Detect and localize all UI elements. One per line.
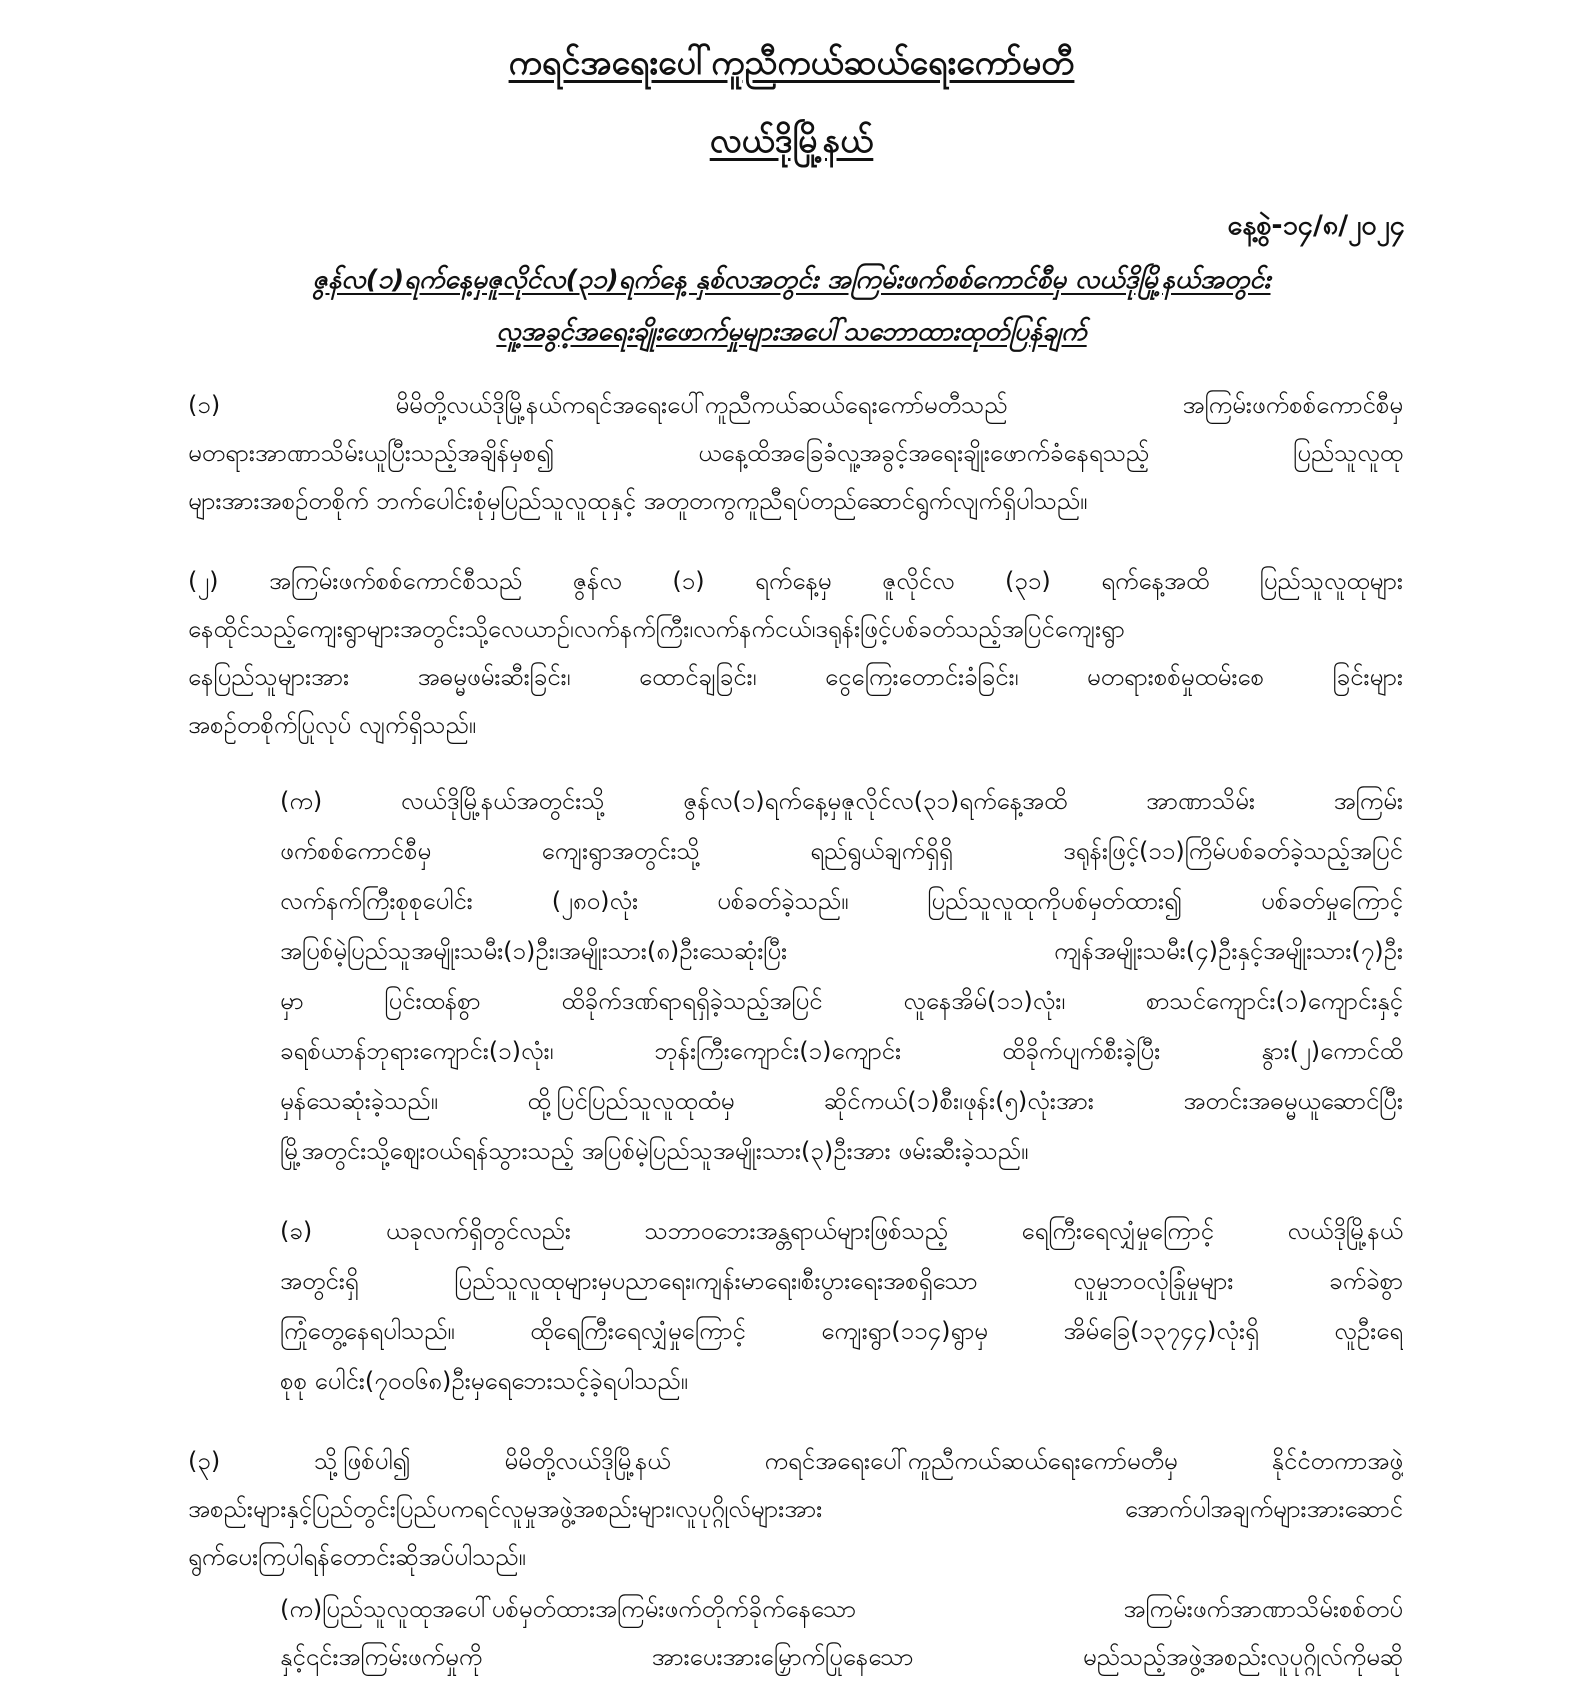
paragraph-line: အစည်းများနှင့်ပြည်တွင်းပြည်ပကရင်လူမှုအဖွဲ့အစည်းများ၊လူပုဂ္ဂိုလ်များအား အောက်ပါအချက်များအားဆောင် [188,1495,1403,1523]
paragraph-line: ခရစ်ယာန်ဘုရားကျောင်း(၁)လုံး၊ ဘုန်းကြီးကျောင်း(၁)ကျောင်း ထိခိုက်ပျက်စီးခဲ့ပြီး နွား(၂)ကောင်ထိ [280,1037,1403,1065]
paragraph-line: (က)ပြည်သူလူထုအပေါ်ပစ်မှတ်ထားအကြမ်းဖက်တိုက်ခိုက်နေသော အကြမ်းဖက်အာဏာသိမ်းစစ်တပ် [280,1595,1403,1623]
paragraph-line: များအားအစဉ်တစိုက် ဘက်ပေါင်းစုံမှပြည်သူလူထုနှင့် အတူတကွကူညီရပ်တည်ဆောင်ရွက်လျက်ရှိပါသည်။ [188,487,1088,515]
paragraph-line: မှာ ပြင်းထန်စွာ ထိခိုက်ဒဏ်ရာရရှိခဲ့သည့်အပြင် လူနေအိမ်(၁၁)လုံး၊ စာသင်ကျောင်း(၁)ကျောင်းနှင့် [280,987,1403,1015]
paragraph-line: စုစု ပေါင်း(၇၀၀၆၈)ဦးမှရေဘေးသင့်ခဲ့ရပါသည်။ [280,1367,688,1395]
document-date: နေ့စွဲ-၁၄/၈/၂၀၂၄ [1227,210,1405,241]
paragraph-line: နေထိုင်သည့်ကျေးရွာများအတွင်းသို့လေယာဉ်၊လက်နက်ကြီး၊လက်နက်ငယ်၊ဒရုန်းဖြင့်ပစ်ခတ်သည့်အပြင်ကျေးရွာ [188,615,1125,643]
paragraph-line: (က) လယ်ဒိုမြို့နယ်အတွင်းသို့ ဇွန်လ(၁)ရက်နေ့မှဇူလိုင်လ(၃၁)ရက်နေ့အထိ အာဏာသိမ်း အကြမ်း [280,787,1403,815]
paragraph-line: နေပြည်သူများအား အဓမ္မဖမ်းဆီးခြင်း၊ ထောင်ချခြင်း၊ ငွေကြေးတောင်းခံခြင်း၊ မတရားစစ်မှုထမ်းစေ ခြင်းများ [188,663,1403,691]
paragraph-line: (ခ) ယခုလက်ရှိတွင်လည်း သဘာဝဘေးအန္တရာယ်များဖြစ်သည့် ရေကြီးရေလျှံမှုကြောင့် လယ်ဒိုမြို့နယ် [280,1217,1403,1245]
paragraph-line: (၁) မိမိတို့လယ်ဒိုမြို့နယ်ကရင်အရေးပေါ်ကူညီကယ်ဆယ်ရေးကော်မတီသည် အကြမ်းဖက်စစ်ကောင်စီမှ [188,391,1403,419]
subject-line-2: လူ့အခွင့်အရေးချိုးဖောက်မှုများအပေါ်သဘောထားထုတ်ပြန်ချက် [496,317,1087,347]
paragraph-line: (၂) အကြမ်းဖက်စစ်ကောင်စီသည် ဇွန်လ (၁) ရက်နေ့မှ ဇူလိုင်လ (၃၁) ရက်နေ့အထိ ပြည်သူလူထုများ [188,567,1403,595]
paragraph-line: ကြုံတွေ့နေရပါသည်။ ထိုရေကြီးရေလျှံမှုကြောင့် ကျေးရွာ(၁၁၄)ရွာမှ အိမ်ခြေ(၁၃၇၄၄)လုံးရှိ လူဦးရေ [280,1317,1403,1345]
paragraph-line: ဖက်စစ်ကောင်စီမှ ကျေးရွာအတွင်းသို့ ရည်ရွယ်ချက်ရှိရှိ ဒရုန်းဖြင့်(၁၁)ကြိမ်ပစ်ခတ်ခဲ့သည့်အပြင် [280,837,1403,865]
committee-title: ကရင်အရေးပေါ်ကူညီကယ်ဆယ်ရေးကော်မတီ [508,43,1075,83]
paragraph-line: ရွက်ပေးကြပါရန်တောင်းဆိုအပ်ပါသည်။ [188,1543,526,1571]
paragraph-line: မတရားအာဏာသိမ်းယူပြီးသည့်အချိန်မှစ၍ ယနေ့ထိအခြေခံလူ့အခွင့်အရေးချိုးဖောက်ခံနေရသည့် ပြည်သူလူထု [188,439,1403,467]
paragraph-line: အပြစ်မဲ့ပြည်သူအမျိုးသမီး(၁)ဦး၊အမျိုးသား(၈)ဦးသေဆုံးပြီး ကျန်အမျိုးသမီး(၄)ဦးနှင့်အမျိုးသား(၇)ဦး [280,937,1403,965]
district-title: လယ်ဒိုမြို့နယ် [709,121,874,161]
paragraph-line: လက်နက်ကြီးစုစုပေါင်း (၂၈၀)လုံး ပစ်ခတ်ခဲ့သည်။ ပြည်သူလူထုကိုပစ်မှတ်ထား၍ ပစ်ခတ်မှုကြောင့် [280,887,1403,915]
paragraph-line: အတွင်းရှိ ပြည်သူလူထုများမှပညာရေး၊ကျန်းမာရေး၊စီးပွားရေးအစရှိသော လူမှုဘဝလုံခြုံမှုများ ခက်ခဲစွာ [280,1267,1403,1295]
subject-line-1: ဇွန်လ(၁)ရက်နေ့မှဇူလိုင်လ(၃၁)ရက်နေ့ နှစ်လအတွင်း အကြမ်းဖက်စစ်ကောင်စီမှ လယ်ဒိုမြို့နယ်အတွင်း [312,265,1271,295]
paragraph-line: မှန်သေဆုံးခဲ့သည်။ ထို့ပြင်ပြည်သူလူထုထံမှ ဆိုင်ကယ်(၁)စီး၊ဖုန်း(၅)လုံးအား အတင်းအဓမ္မယူဆောင်ပြီး [280,1087,1403,1115]
paragraph-line: မြို့အတွင်းသို့ဈေးဝယ်ရန်သွားသည့် အပြစ်မဲ့ပြည်သူအမျိုးသား(၃)ဦးအား ဖမ်းဆီးခဲ့သည်။ [280,1137,1029,1165]
paragraph-line: (၃) သို့ဖြစ်ပါ၍ မိမိတို့လယ်ဒိုမြို့နယ် ကရင်အရေးပေါ်ကူညီကယ်ဆယ်ရေးကော်မတီမှ နိုင်ငံတကာအဖွဲ့ [188,1447,1403,1475]
paragraph-line: အစဉ်တစိုက်ပြုလုပ် လျက်ရှိသည်။ [188,711,476,739]
paragraph-line: နှင့်၎င်းအကြမ်းဖက်မှုကို အားပေးအားမြှောက်ပြုနေသော မည်သည့်အဖွဲ့အစည်းလူပုဂ္ဂိုလ်ကိုမဆို [280,1643,1403,1671]
